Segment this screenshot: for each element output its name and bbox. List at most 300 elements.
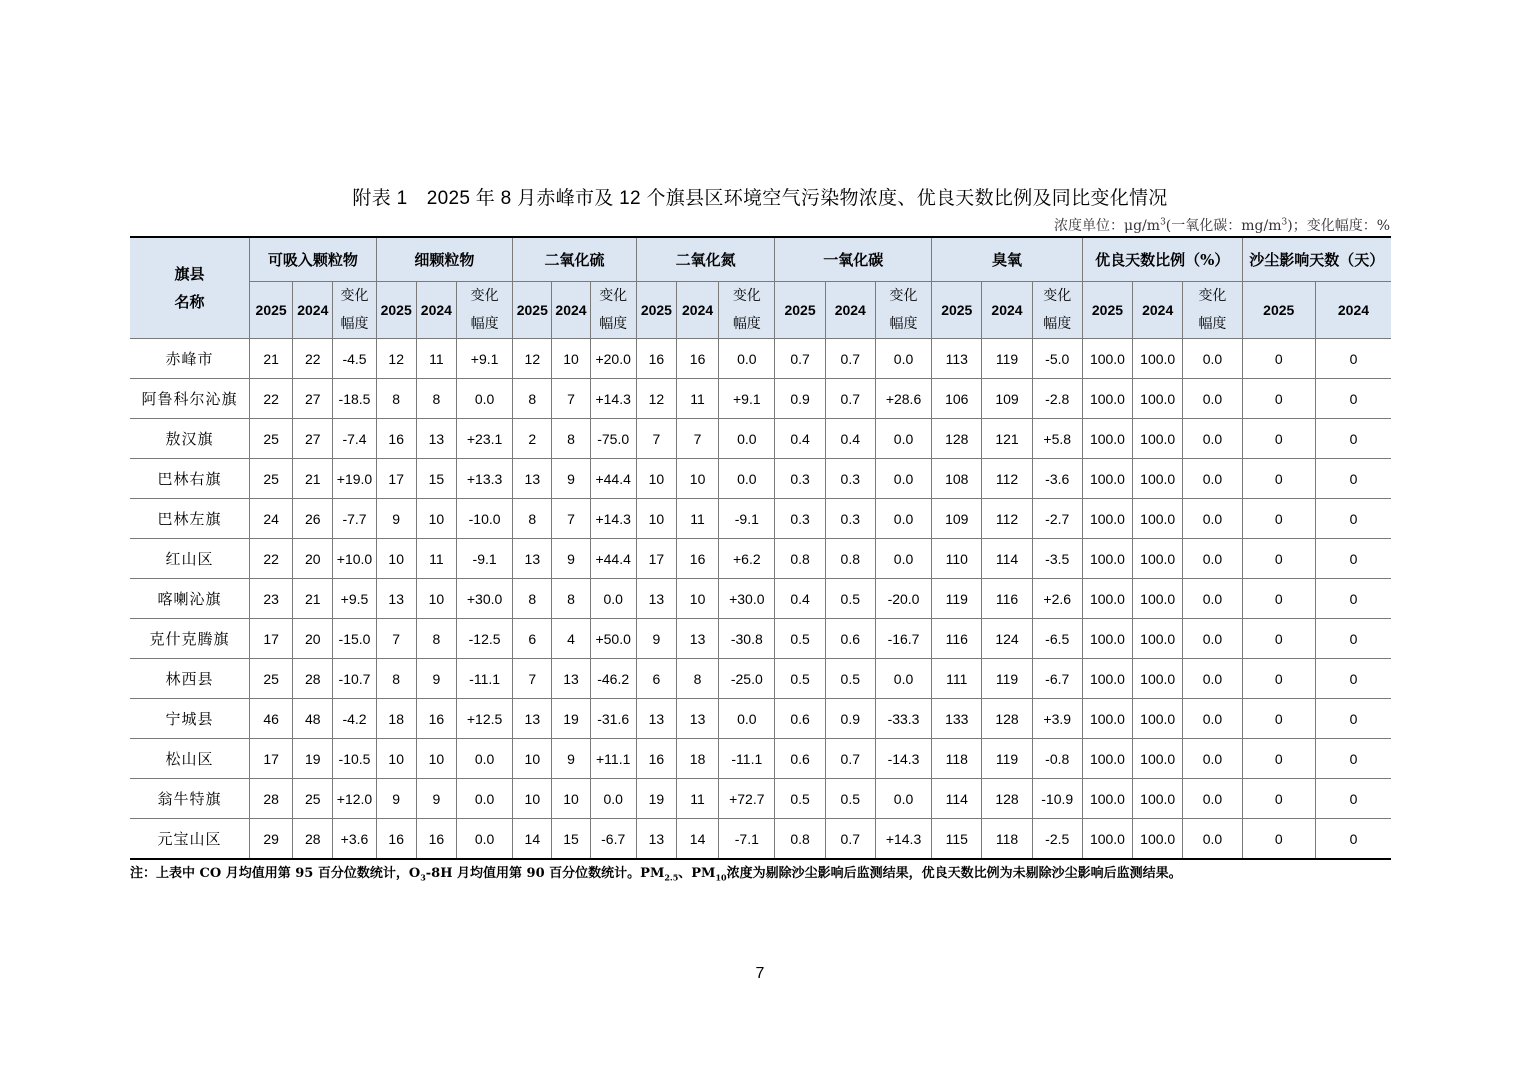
value-cell: -10.7 bbox=[333, 659, 376, 699]
value-cell: -2.5 bbox=[1032, 819, 1082, 860]
value-cell: 0.0 bbox=[875, 659, 931, 699]
change-header-line1: 变化 bbox=[470, 288, 499, 304]
value-cell: 119 bbox=[982, 659, 1032, 699]
value-cell: 119 bbox=[982, 339, 1032, 379]
value-cell: 20 bbox=[293, 539, 333, 579]
value-cell: 0 bbox=[1242, 699, 1315, 739]
value-cell: 0 bbox=[1242, 659, 1315, 699]
value-cell: 0.0 bbox=[875, 419, 931, 459]
group-header-pm25: 细颗粒物 bbox=[376, 237, 513, 282]
region-name-cell: 喀喇沁旗 bbox=[130, 579, 250, 619]
value-cell: 11 bbox=[416, 339, 456, 379]
value-cell: 0 bbox=[1315, 699, 1391, 739]
value-cell: 0.0 bbox=[1183, 379, 1242, 419]
value-cell: 111 bbox=[932, 659, 982, 699]
value-cell: 100.0 bbox=[1133, 659, 1183, 699]
value-cell: 16 bbox=[676, 539, 718, 579]
value-cell: 7 bbox=[552, 379, 590, 419]
value-cell: 116 bbox=[982, 579, 1032, 619]
value-cell: +14.3 bbox=[590, 379, 636, 419]
value-cell: 17 bbox=[250, 739, 293, 779]
value-cell: -18.5 bbox=[333, 379, 376, 419]
header-row-groups bbox=[130, 237, 1391, 282]
value-cell: 28 bbox=[293, 819, 333, 860]
value-cell: 10 bbox=[416, 499, 456, 539]
value-cell: 0.0 bbox=[590, 779, 636, 819]
value-cell: 0.0 bbox=[875, 339, 931, 379]
value-cell: 0 bbox=[1315, 539, 1391, 579]
value-cell: 0.6 bbox=[825, 619, 875, 659]
value-cell: 0 bbox=[1242, 459, 1315, 499]
value-cell: +28.6 bbox=[875, 379, 931, 419]
value-cell: 100.0 bbox=[1082, 419, 1132, 459]
value-cell: +3.9 bbox=[1032, 699, 1082, 739]
value-cell: -33.3 bbox=[875, 699, 931, 739]
value-cell: 0.6 bbox=[775, 739, 825, 779]
value-cell: 25 bbox=[250, 419, 293, 459]
value-cell: 26 bbox=[293, 499, 333, 539]
value-cell: 14 bbox=[676, 819, 718, 860]
table-row bbox=[130, 779, 1391, 819]
value-cell: -4.2 bbox=[333, 699, 376, 739]
value-cell: 16 bbox=[376, 419, 416, 459]
value-cell: 0.5 bbox=[825, 579, 875, 619]
value-cell: 10 bbox=[513, 779, 552, 819]
year-header-2024-no2: 2024 bbox=[676, 282, 718, 339]
value-cell: 8 bbox=[376, 379, 416, 419]
year-header-2025-o3: 2025 bbox=[932, 282, 982, 339]
value-cell: 0.5 bbox=[825, 779, 875, 819]
change-header-line2: 幅度 bbox=[1043, 316, 1072, 332]
value-cell: 14 bbox=[513, 819, 552, 860]
value-cell: 100.0 bbox=[1133, 819, 1183, 860]
value-cell: 9 bbox=[636, 619, 676, 659]
table-row bbox=[130, 419, 1391, 459]
units-prefix: 浓度单位：μg/m bbox=[1054, 218, 1161, 234]
value-cell: +9.5 bbox=[333, 579, 376, 619]
table-row bbox=[130, 659, 1391, 699]
value-cell: 121 bbox=[982, 419, 1032, 459]
value-cell: 10 bbox=[552, 779, 590, 819]
value-cell: 13 bbox=[513, 539, 552, 579]
value-cell: 0.0 bbox=[875, 779, 931, 819]
value-cell: +30.0 bbox=[456, 579, 512, 619]
year-header-2025-pm10: 2025 bbox=[250, 282, 293, 339]
value-cell: 22 bbox=[293, 339, 333, 379]
value-cell: +14.3 bbox=[590, 499, 636, 539]
value-cell: 15 bbox=[416, 459, 456, 499]
year-header-2025-no2: 2025 bbox=[636, 282, 676, 339]
value-cell: 100.0 bbox=[1133, 459, 1183, 499]
value-cell: +19.0 bbox=[333, 459, 376, 499]
value-cell: 0.0 bbox=[1183, 339, 1242, 379]
group-header-co: 一氧化碳 bbox=[775, 237, 932, 282]
value-cell: 0.4 bbox=[775, 579, 825, 619]
value-cell: 0 bbox=[1315, 819, 1391, 860]
units-note bbox=[1054, 215, 1390, 235]
value-cell: 27 bbox=[293, 379, 333, 419]
year-header-2024-o3: 2024 bbox=[982, 282, 1032, 339]
value-cell: +13.3 bbox=[456, 459, 512, 499]
value-cell: +44.4 bbox=[590, 539, 636, 579]
value-cell: +9.1 bbox=[456, 339, 512, 379]
value-cell: 100.0 bbox=[1082, 339, 1132, 379]
change-header-line2: 幅度 bbox=[889, 316, 918, 332]
group-header-pm10: 可吸入颗粒物 bbox=[250, 237, 377, 282]
value-cell: 19 bbox=[552, 699, 590, 739]
value-cell: 13 bbox=[676, 699, 718, 739]
region-name-cell: 元宝山区 bbox=[130, 819, 250, 860]
value-cell: 8 bbox=[513, 499, 552, 539]
value-cell: 10 bbox=[636, 459, 676, 499]
region-name-cell: 巴林右旗 bbox=[130, 459, 250, 499]
value-cell: 48 bbox=[293, 699, 333, 739]
value-cell: -6.5 bbox=[1032, 619, 1082, 659]
value-cell: -20.0 bbox=[875, 579, 931, 619]
footnote-part-b: -8H 月均值用第 90 百分位数统计。PM bbox=[425, 866, 665, 881]
table-row bbox=[130, 699, 1391, 739]
value-cell: 128 bbox=[932, 419, 982, 459]
table-row bbox=[130, 739, 1391, 779]
table-row bbox=[130, 539, 1391, 579]
year-header-2025-co: 2025 bbox=[775, 282, 825, 339]
value-cell: 100.0 bbox=[1133, 379, 1183, 419]
value-cell: 100.0 bbox=[1133, 499, 1183, 539]
name-header-line2: 名称 bbox=[174, 293, 205, 311]
footnote-part-c: 、PM bbox=[678, 866, 716, 881]
value-cell: +3.6 bbox=[333, 819, 376, 860]
value-cell: 108 bbox=[932, 459, 982, 499]
value-cell: 118 bbox=[932, 739, 982, 779]
year-header-2024-pm10: 2024 bbox=[293, 282, 333, 339]
value-cell: 13 bbox=[636, 819, 676, 860]
value-cell: 100.0 bbox=[1133, 419, 1183, 459]
value-cell: 18 bbox=[676, 739, 718, 779]
value-cell: 100.0 bbox=[1082, 819, 1132, 860]
value-cell: 0.5 bbox=[775, 659, 825, 699]
value-cell: 7 bbox=[513, 659, 552, 699]
value-cell: 0 bbox=[1242, 379, 1315, 419]
value-cell: 25 bbox=[293, 779, 333, 819]
region-name-cell: 赤峰市 bbox=[130, 339, 250, 379]
value-cell: 106 bbox=[932, 379, 982, 419]
footnote-sub-pm25: 2.5 bbox=[664, 872, 679, 883]
value-cell: 8 bbox=[676, 659, 718, 699]
value-cell: -7.7 bbox=[333, 499, 376, 539]
value-cell: 6 bbox=[513, 619, 552, 659]
value-cell: 0.4 bbox=[775, 419, 825, 459]
value-cell: 0.5 bbox=[825, 659, 875, 699]
value-cell: +12.5 bbox=[456, 699, 512, 739]
table-title: 附表 1 2025 年 8 月赤峰市及 12 个旗县区环境空气污染物浓度、优良天数比例及同比变化情况 bbox=[352, 188, 1168, 209]
value-cell: 10 bbox=[513, 739, 552, 779]
value-cell: -12.5 bbox=[456, 619, 512, 659]
value-cell: 0.9 bbox=[775, 379, 825, 419]
value-cell: 0 bbox=[1242, 819, 1315, 860]
value-cell: 0 bbox=[1242, 579, 1315, 619]
value-cell: 4 bbox=[552, 619, 590, 659]
value-cell: 0.0 bbox=[1183, 579, 1242, 619]
value-cell: 27 bbox=[293, 419, 333, 459]
value-cell: 0.0 bbox=[456, 779, 512, 819]
year-header-2025-dust: 2025 bbox=[1242, 282, 1315, 339]
value-cell: +23.1 bbox=[456, 419, 512, 459]
value-cell: 0.7 bbox=[825, 819, 875, 860]
value-cell: -4.5 bbox=[333, 339, 376, 379]
change-header-no2 bbox=[719, 282, 775, 339]
value-cell: -3.5 bbox=[1032, 539, 1082, 579]
value-cell: 46 bbox=[250, 699, 293, 739]
change-header-line2: 幅度 bbox=[599, 316, 628, 332]
value-cell: 9 bbox=[552, 459, 590, 499]
year-header-2024-co: 2024 bbox=[825, 282, 875, 339]
value-cell: 119 bbox=[982, 739, 1032, 779]
value-cell: 100.0 bbox=[1133, 579, 1183, 619]
region-name-cell: 巴林左旗 bbox=[130, 499, 250, 539]
value-cell: -31.6 bbox=[590, 699, 636, 739]
value-cell: 28 bbox=[250, 779, 293, 819]
value-cell: 8 bbox=[552, 579, 590, 619]
value-cell: 9 bbox=[552, 739, 590, 779]
region-name-cell: 翁牛特旗 bbox=[130, 779, 250, 819]
value-cell: 13 bbox=[416, 419, 456, 459]
value-cell: 0.0 bbox=[1183, 459, 1242, 499]
units-mid: (一氧化碳：mg/m bbox=[1165, 218, 1282, 234]
value-cell: 110 bbox=[932, 539, 982, 579]
value-cell: 8 bbox=[552, 419, 590, 459]
value-cell: 12 bbox=[513, 339, 552, 379]
value-cell: 13 bbox=[513, 459, 552, 499]
page-number: 7 bbox=[755, 965, 765, 982]
footnote-part-d: 浓度为剔除沙尘影响后监测结果，优良天数比例为未剔除沙尘影响后监测结果。 bbox=[726, 866, 1182, 881]
value-cell: 6 bbox=[636, 659, 676, 699]
value-cell: 100.0 bbox=[1082, 699, 1132, 739]
footnote bbox=[130, 862, 1182, 883]
value-cell: 0.0 bbox=[1183, 539, 1242, 579]
value-cell: 2 bbox=[513, 419, 552, 459]
value-cell: 12 bbox=[376, 339, 416, 379]
value-cell: 11 bbox=[416, 539, 456, 579]
value-cell: 100.0 bbox=[1082, 459, 1132, 499]
value-cell: 0.0 bbox=[719, 419, 775, 459]
region-name-cell: 红山区 bbox=[130, 539, 250, 579]
value-cell: +20.0 bbox=[590, 339, 636, 379]
change-header-good bbox=[1183, 282, 1242, 339]
value-cell: 0.0 bbox=[719, 459, 775, 499]
table-row bbox=[130, 819, 1391, 860]
footnote-sub-pm10: 10 bbox=[715, 872, 727, 883]
value-cell: -2.7 bbox=[1032, 499, 1082, 539]
value-cell: 128 bbox=[982, 779, 1032, 819]
value-cell: 0 bbox=[1315, 419, 1391, 459]
value-cell: 10 bbox=[636, 499, 676, 539]
value-cell: 0 bbox=[1315, 459, 1391, 499]
value-cell: 0 bbox=[1315, 619, 1391, 659]
value-cell: 113 bbox=[932, 339, 982, 379]
value-cell: 16 bbox=[416, 819, 456, 860]
value-cell: 29 bbox=[250, 819, 293, 860]
footnote-sub-o3: 3 bbox=[420, 872, 426, 883]
change-header-line1: 变化 bbox=[1043, 288, 1072, 304]
value-cell: -5.0 bbox=[1032, 339, 1082, 379]
value-cell: 124 bbox=[982, 619, 1032, 659]
value-cell: 0.3 bbox=[775, 459, 825, 499]
value-cell: 0.5 bbox=[775, 779, 825, 819]
value-cell: 116 bbox=[932, 619, 982, 659]
value-cell: 16 bbox=[676, 339, 718, 379]
value-cell: 128 bbox=[982, 699, 1032, 739]
change-header-line2: 幅度 bbox=[470, 316, 499, 332]
value-cell: 19 bbox=[293, 739, 333, 779]
change-header-line1: 变化 bbox=[1198, 288, 1227, 304]
value-cell: +30.0 bbox=[719, 579, 775, 619]
value-cell: 25 bbox=[250, 659, 293, 699]
value-cell: 23 bbox=[250, 579, 293, 619]
value-cell: 114 bbox=[982, 539, 1032, 579]
table-body bbox=[130, 339, 1391, 860]
value-cell: -2.8 bbox=[1032, 379, 1082, 419]
value-cell: 109 bbox=[982, 379, 1032, 419]
value-cell: 118 bbox=[982, 819, 1032, 860]
value-cell: 0.0 bbox=[875, 459, 931, 499]
value-cell: 0 bbox=[1242, 739, 1315, 779]
value-cell: 10 bbox=[416, 739, 456, 779]
value-cell: 119 bbox=[932, 579, 982, 619]
change-header-line1: 变化 bbox=[889, 288, 918, 304]
value-cell: 13 bbox=[636, 699, 676, 739]
value-cell: 16 bbox=[636, 339, 676, 379]
value-cell: +44.4 bbox=[590, 459, 636, 499]
value-cell: -11.1 bbox=[456, 659, 512, 699]
value-cell: 7 bbox=[376, 619, 416, 659]
region-name-cell: 克什克腾旗 bbox=[130, 619, 250, 659]
name-header bbox=[130, 237, 250, 339]
table-row bbox=[130, 579, 1391, 619]
year-header-2025-so2: 2025 bbox=[513, 282, 552, 339]
value-cell: +10.0 bbox=[333, 539, 376, 579]
name-header-line1: 旗县 bbox=[174, 265, 205, 283]
value-cell: 13 bbox=[513, 699, 552, 739]
value-cell: 0 bbox=[1242, 419, 1315, 459]
value-cell: -9.1 bbox=[456, 539, 512, 579]
value-cell: 7 bbox=[552, 499, 590, 539]
value-cell: 0 bbox=[1315, 499, 1391, 539]
value-cell: 112 bbox=[982, 499, 1032, 539]
value-cell: 0 bbox=[1315, 339, 1391, 379]
value-cell: 0.0 bbox=[1183, 699, 1242, 739]
value-cell: +9.1 bbox=[719, 379, 775, 419]
value-cell: -6.7 bbox=[590, 819, 636, 860]
region-name-cell: 松山区 bbox=[130, 739, 250, 779]
value-cell: 9 bbox=[416, 659, 456, 699]
value-cell: 100.0 bbox=[1082, 539, 1132, 579]
value-cell: 0 bbox=[1242, 619, 1315, 659]
value-cell: 100.0 bbox=[1133, 739, 1183, 779]
value-cell: 0.6 bbox=[775, 699, 825, 739]
change-header-line2: 幅度 bbox=[340, 316, 369, 332]
change-header-so2 bbox=[590, 282, 636, 339]
change-header-co bbox=[875, 282, 931, 339]
value-cell: 115 bbox=[932, 819, 982, 860]
value-cell: -25.0 bbox=[719, 659, 775, 699]
value-cell: -11.1 bbox=[719, 739, 775, 779]
value-cell: 0.0 bbox=[456, 739, 512, 779]
value-cell: 8 bbox=[513, 379, 552, 419]
value-cell: 0 bbox=[1242, 539, 1315, 579]
value-cell: 0.7 bbox=[825, 739, 875, 779]
table-row bbox=[130, 459, 1391, 499]
value-cell: 17 bbox=[376, 459, 416, 499]
value-cell: 21 bbox=[250, 339, 293, 379]
value-cell: -7.4 bbox=[333, 419, 376, 459]
value-cell: 114 bbox=[932, 779, 982, 819]
value-cell: 25 bbox=[250, 459, 293, 499]
value-cell: 10 bbox=[676, 459, 718, 499]
value-cell: 21 bbox=[293, 579, 333, 619]
value-cell: +12.0 bbox=[333, 779, 376, 819]
value-cell: 0.0 bbox=[456, 819, 512, 860]
value-cell: 100.0 bbox=[1133, 619, 1183, 659]
value-cell: 100.0 bbox=[1133, 539, 1183, 579]
value-cell: 17 bbox=[636, 539, 676, 579]
change-header-line2: 幅度 bbox=[732, 316, 761, 332]
value-cell: 16 bbox=[416, 699, 456, 739]
group-header-no2: 二氧化氮 bbox=[636, 237, 775, 282]
value-cell: 0.0 bbox=[719, 339, 775, 379]
value-cell: -10.0 bbox=[456, 499, 512, 539]
value-cell: 0.3 bbox=[825, 459, 875, 499]
value-cell: 9 bbox=[376, 499, 416, 539]
value-cell: +50.0 bbox=[590, 619, 636, 659]
value-cell: 10 bbox=[376, 539, 416, 579]
value-cell: 20 bbox=[293, 619, 333, 659]
value-cell: 112 bbox=[982, 459, 1032, 499]
region-name-cell: 阿鲁科尔沁旗 bbox=[130, 379, 250, 419]
year-header-2024-so2: 2024 bbox=[552, 282, 590, 339]
value-cell: 0.3 bbox=[825, 499, 875, 539]
value-cell: 12 bbox=[636, 379, 676, 419]
value-cell: +5.8 bbox=[1032, 419, 1082, 459]
value-cell: 100.0 bbox=[1133, 699, 1183, 739]
value-cell: 8 bbox=[416, 379, 456, 419]
value-cell: 0.0 bbox=[875, 539, 931, 579]
value-cell: 10 bbox=[416, 579, 456, 619]
value-cell: 15 bbox=[552, 819, 590, 860]
header-row-years bbox=[130, 282, 1391, 339]
value-cell: -30.8 bbox=[719, 619, 775, 659]
change-header-pm10 bbox=[333, 282, 376, 339]
value-cell: 0.0 bbox=[1183, 619, 1242, 659]
group-header-so2: 二氧化硫 bbox=[513, 237, 637, 282]
value-cell: 16 bbox=[636, 739, 676, 779]
table-row bbox=[130, 339, 1391, 379]
value-cell: 13 bbox=[676, 619, 718, 659]
value-cell: +72.7 bbox=[719, 779, 775, 819]
value-cell: 0.0 bbox=[719, 699, 775, 739]
value-cell: 0 bbox=[1315, 579, 1391, 619]
change-header-o3 bbox=[1032, 282, 1082, 339]
footnote-part-a: 注：上表中 CO 月均值用第 95 百分位数统计，O bbox=[130, 866, 421, 881]
value-cell: 109 bbox=[932, 499, 982, 539]
value-cell: 133 bbox=[932, 699, 982, 739]
value-cell: -3.6 bbox=[1032, 459, 1082, 499]
value-cell: 0.0 bbox=[456, 379, 512, 419]
value-cell: -7.1 bbox=[719, 819, 775, 860]
value-cell: 100.0 bbox=[1082, 739, 1132, 779]
value-cell: -6.7 bbox=[1032, 659, 1082, 699]
value-cell: 9 bbox=[552, 539, 590, 579]
value-cell: 10 bbox=[552, 339, 590, 379]
